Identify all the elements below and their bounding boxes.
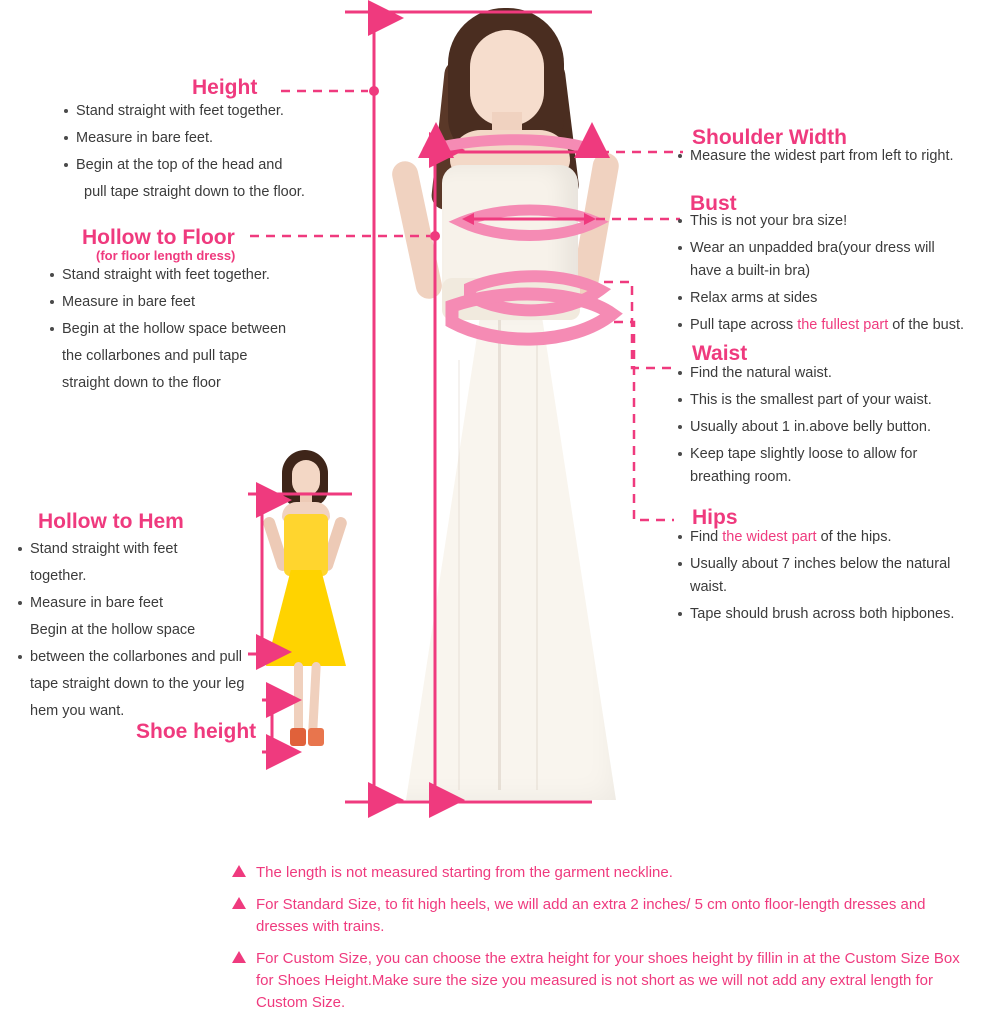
htf-bullet-3: Begin at the hollow space between [48,318,358,341]
right-shoe [308,728,324,746]
hth-bullet-5: between the collarbones and pull [16,646,246,669]
shoulder-bullet-1: Measure the widest part from left to right. [676,145,996,168]
height-bullet-2: Measure in bare feet. [62,127,362,150]
hth-bullet-6: tape straight down to the your leg [30,676,245,692]
hth-bullet-7: hem you want. [30,703,125,719]
yellow-dress-skirt [266,570,346,666]
height-bullet-3: Begin at the top of the head and [62,154,362,177]
note-3-text: For Custom Size, you can choose the extra height for your shoes height by fillin in at the Custom Size Box for Shoes Height.Make sure the size you measured is not short as we will not add any extral length for Custom Size. [256,950,960,1011]
htf-bullet-1: Stand straight with feet together. [48,264,358,287]
hth-bullet-2: together. [30,568,87,584]
bride-photo [330,0,670,810]
hips-bullets [676,526,996,630]
waist-bullet-4b: breathing room. [690,469,792,485]
warning-triangle-icon [232,897,246,909]
note-2-text: For Standard Size, to fit high heels, we will add an extra 2 inches/ 5 cm onto floor-length dresses and dresses with trains. [256,896,926,935]
waist-bullet-4: Keep tape slightly loose to allow for [676,443,996,466]
hips-bullet-1-pre: Find [690,529,723,545]
left-shoe [290,728,306,746]
short-dress-photo [252,440,362,760]
bust-bullet-4-pre: Pull tape across [690,317,798,333]
note-1 [232,862,972,884]
bust-bullet-4-post: of the bust. [888,317,965,333]
htf-bullet-5: straight down to the floor [62,375,221,391]
waist-bullet-2: This is the smallest part of your waist. [676,389,996,412]
htf-bullet-4: the collarbones and pull tape [62,348,248,364]
hips-bullet-3: Tape should brush across both hipbones. [676,603,996,626]
bust-bullet-4 [676,314,996,337]
note-2 [232,894,972,938]
skirt-fold-1 [498,320,501,790]
hips-bullet-2: Usually about 7 inches below the natural [676,553,996,576]
hth-bullet-3: Measure in bare feet [16,592,246,615]
htf-bullet-2: Measure in bare feet [48,291,358,314]
model-face [292,460,320,496]
bust-title: Bust [690,192,737,215]
bust-highlight: the fullest part [797,317,889,333]
bust-bullet-1: This is not your bra size! [676,210,996,233]
hips-bullet-1-post: of the hips. [816,529,892,545]
note-3 [232,948,972,1014]
hth-bullet-1: Stand straight with feet [16,538,246,561]
height-bullets [62,100,362,208]
yellow-dress-bodice [284,514,328,576]
bust-bullet-2b: have a built-in bra) [690,263,811,279]
hollow-to-hem-bullets [16,538,246,727]
note-1-text: The length is not measured starting from the garment neckline. [256,864,673,881]
waist-bullet-3: Usually about 1 in.above belly button. [676,416,996,439]
warning-triangle-icon [232,951,246,963]
warning-triangle-icon [232,865,246,877]
model-right-leg [308,662,321,734]
hollow-to-floor-bullets [48,264,358,399]
hollow-to-floor-title: Hollow to Floor [82,226,235,249]
waist-bullets [676,362,996,493]
hollow-to-floor-subtitle: (for floor length dress) [96,248,236,263]
hips-bullet-1 [676,526,996,549]
waist-title: Waist [692,342,748,365]
height-bullet-4: pull tape straight down to the floor. [84,184,305,200]
waist-bullet-1: Find the natural waist. [676,362,996,385]
hips-title: Hips [692,506,738,529]
hips-highlight: the widest part [722,529,817,545]
bust-bullets [676,210,996,341]
hth-bullet-4: Begin at the hollow space [30,622,196,638]
skirt-fold-2 [536,340,538,790]
footer-notes [232,862,972,1024]
bust-bullet-3: Relax arms at sides [676,287,996,310]
shoulder-width-title: Shoulder Width [692,126,847,149]
skirt-fold-3 [458,360,460,790]
height-title: Height [192,76,258,99]
shoe-height-title: Shoe height [136,720,257,743]
height-bullet-1: Stand straight with feet together. [62,100,362,123]
hips-bullet-2b: waist. [690,579,728,595]
bust-bullet-2: Wear an unpadded bra(your dress will [676,237,996,260]
hollow-to-hem-title: Hollow to Hem [38,510,184,533]
shoulder-width-bullets [676,145,996,172]
model-left-leg [294,662,303,734]
gown-sash [442,278,580,320]
